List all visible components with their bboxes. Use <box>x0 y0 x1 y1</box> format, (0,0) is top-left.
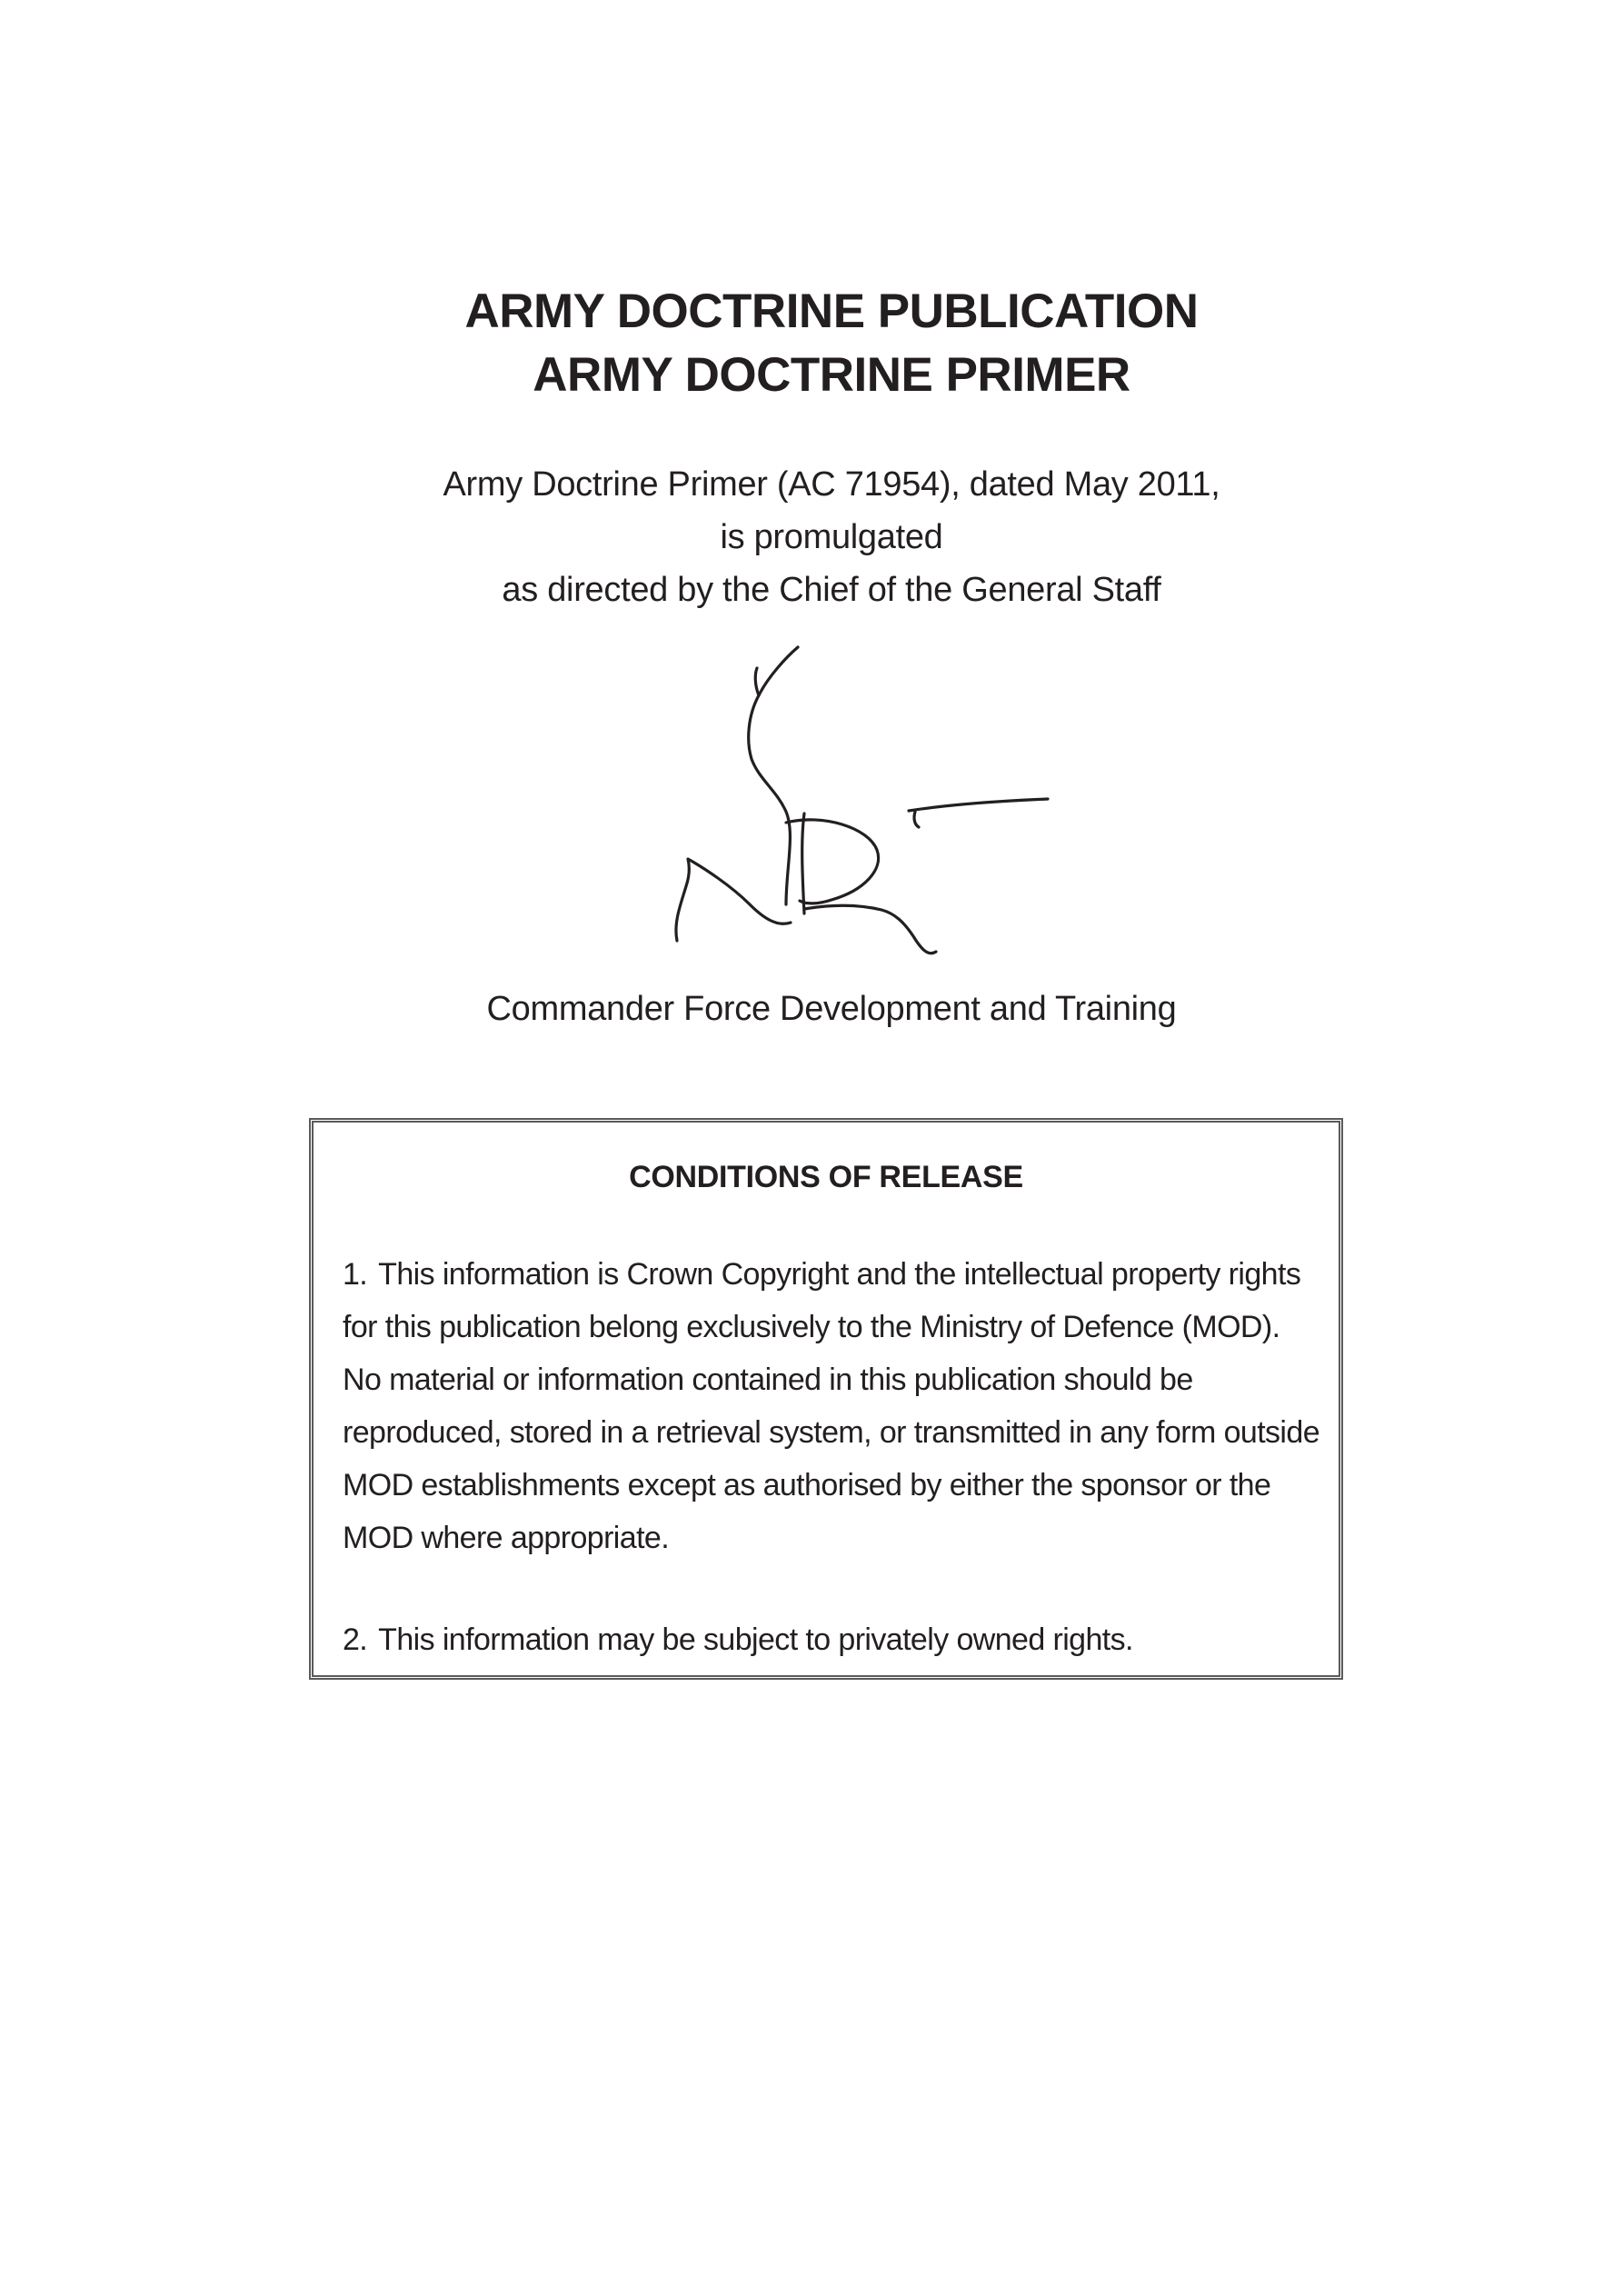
conditions-heading: CONDITIONS OF RELEASE <box>629 1160 1023 1194</box>
condition-text: This information may be subject to privately owned rights. <box>378 1622 1133 1657</box>
conditions-of-release-box <box>309 1118 1343 1680</box>
title-line-2: ARMY DOCTRINE PRIMER <box>533 348 1130 402</box>
promulgation-line-1: Army Doctrine Primer (AC 71954), dated May 2011, <box>443 465 1220 504</box>
handwritten-signature-icon <box>650 632 1068 968</box>
publication-title <box>0 280 1623 407</box>
condition-text: This information is Crown Copyright and the intellectual property rights for this publication belong exclusively to the Ministry of Defence (MOD). No material or information contained in this publication should be reproduced, stored in a retrieval system, or transmitted in any form outside MOD establishments except as authorised by either the sponsor or the MOD where appropriate. <box>343 1257 1320 1555</box>
promulgation-line-3: as directed by the Chief of the General Staff <box>502 571 1161 609</box>
condition-number: 2. <box>343 1622 368 1657</box>
title-line-1: ARMY DOCTRINE PUBLICATION <box>464 285 1199 338</box>
condition-number: 1. <box>343 1257 368 1292</box>
promulgation-line-2: is promulgated <box>720 518 943 556</box>
promulgation-statement <box>0 458 1623 616</box>
signatory-title: Commander Force Development and Training <box>486 990 1177 1028</box>
condition-paragraph-1 <box>343 1248 1324 1564</box>
condition-paragraph-2 <box>343 1613 1324 1666</box>
